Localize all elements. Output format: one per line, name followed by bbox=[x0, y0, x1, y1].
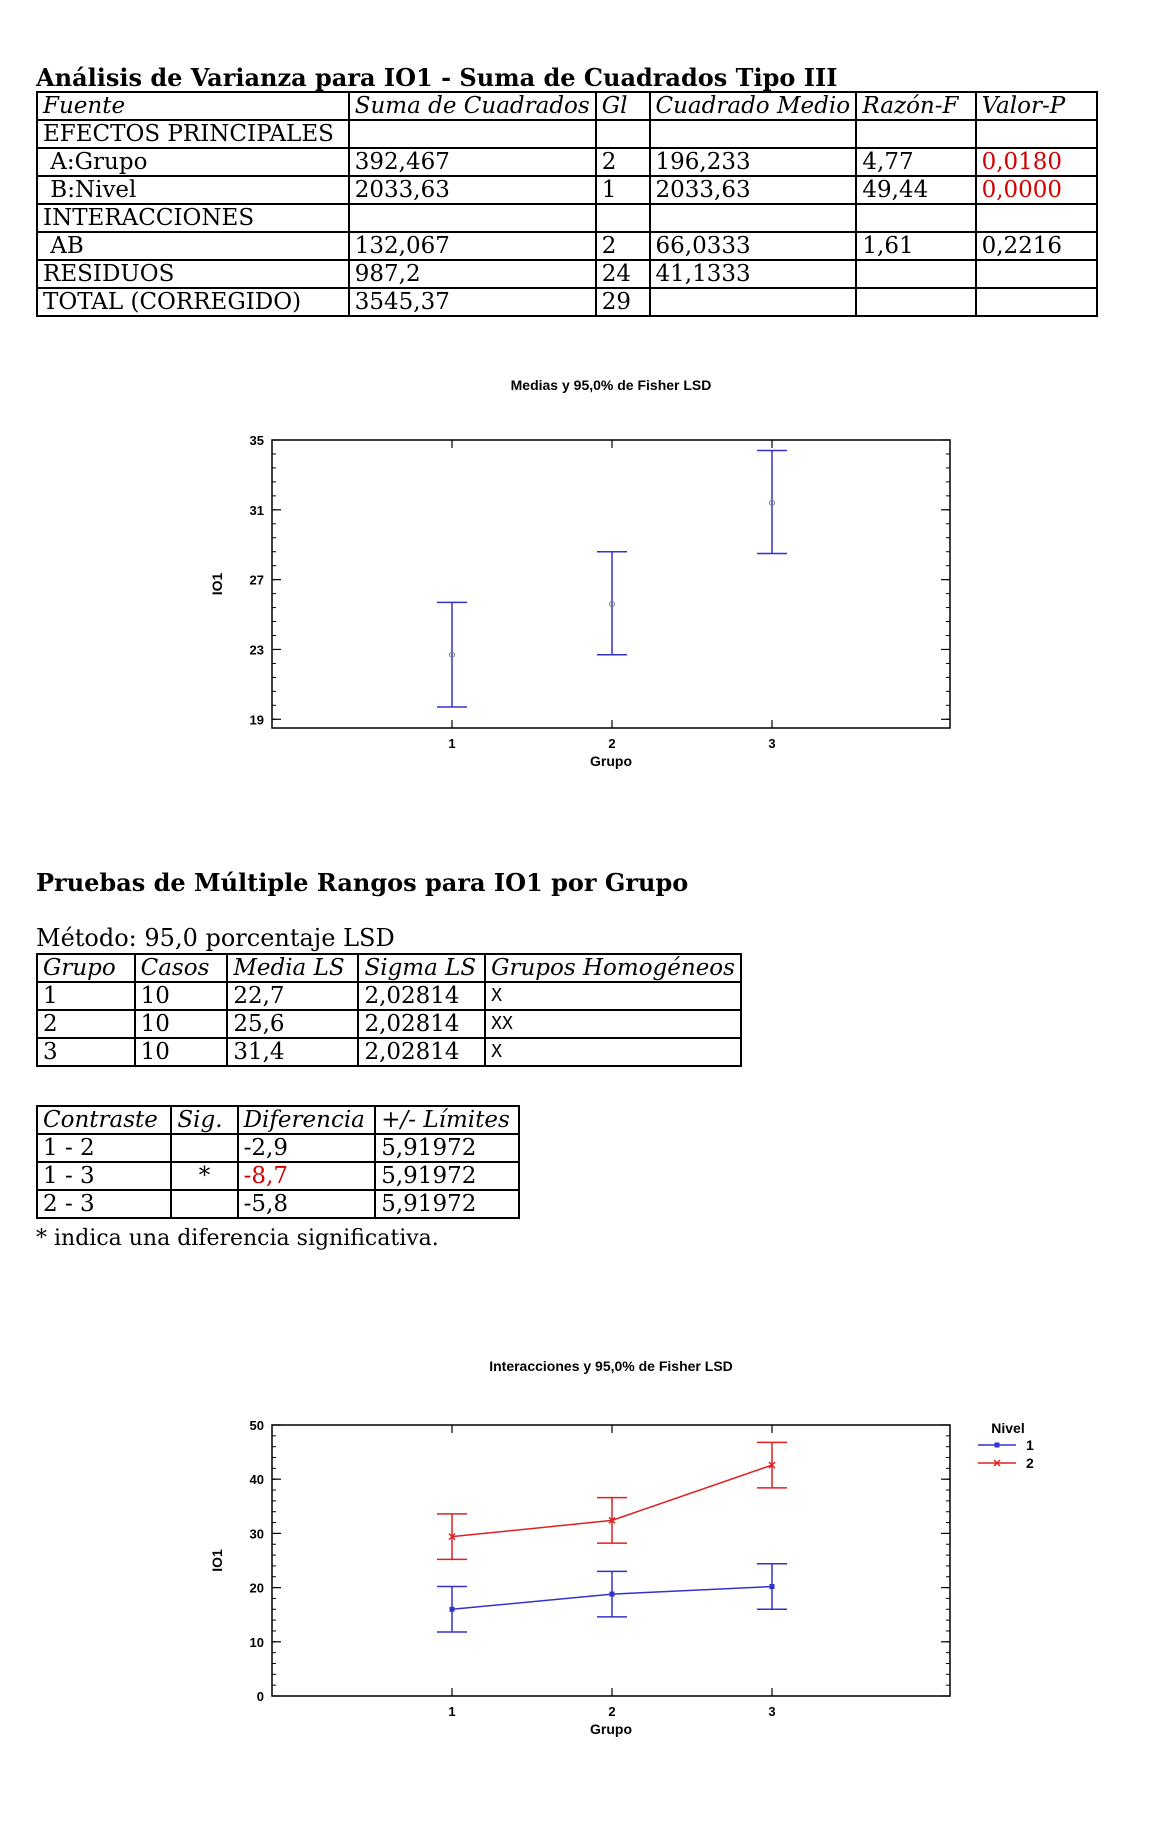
legend-label: 1 bbox=[1026, 1437, 1034, 1453]
legend-marker bbox=[995, 1443, 1000, 1448]
anova-cell: 29 bbox=[596, 288, 650, 316]
anova-header-cm: Cuadrado Medio bbox=[650, 92, 857, 120]
interaction-chart bbox=[0, 1360, 1158, 1820]
anova-cell bbox=[596, 120, 650, 148]
anova-cell: 196,233 bbox=[650, 148, 857, 176]
anova-cell: 41,1333 bbox=[650, 260, 857, 288]
legend-label: 2 bbox=[1026, 1455, 1034, 1471]
anova-cell bbox=[349, 204, 596, 232]
mr-cell: 3 bbox=[37, 1038, 135, 1066]
mr-cell: 2,02814 bbox=[358, 1010, 485, 1038]
contrast-cell: -2,9 bbox=[238, 1134, 376, 1162]
x-tick-label: 1 bbox=[448, 736, 456, 751]
table-row bbox=[37, 204, 1097, 232]
data-point bbox=[770, 1584, 775, 1589]
contrast-sig: * bbox=[171, 1162, 237, 1190]
y-axis-label: IO1 bbox=[209, 572, 225, 596]
contrast-header-row bbox=[37, 1106, 519, 1134]
y-axis-label: IO1 bbox=[209, 1549, 225, 1572]
y-tick-label: 30 bbox=[249, 1526, 264, 1542]
anova-cell: 1,61 bbox=[856, 232, 975, 260]
contrast-header-lim: +/- Límites bbox=[375, 1106, 519, 1134]
contrast-cell: 5,91972 bbox=[375, 1162, 519, 1190]
y-tick-label: 27 bbox=[249, 572, 264, 588]
table-row bbox=[37, 1134, 519, 1162]
legend-title: Nivel bbox=[991, 1420, 1025, 1436]
anova-cell bbox=[650, 204, 857, 232]
anova-cell bbox=[596, 204, 650, 232]
anova-title: Análisis de Varianza para IO1 - Suma de Cuadrados Tipo III bbox=[36, 63, 838, 92]
anova-cell: RESIDUOS bbox=[37, 260, 349, 288]
mr-homogeneous: XX bbox=[485, 1010, 741, 1038]
anova-pvalue-significant: 0,0000 bbox=[976, 176, 1097, 204]
contrast-cell: 1 - 3 bbox=[37, 1162, 171, 1190]
y-tick-label: 23 bbox=[249, 642, 264, 658]
contrast-cell: 2 - 3 bbox=[37, 1190, 171, 1218]
mr-header-grupo: Grupo bbox=[37, 954, 135, 982]
y-tick-label: 10 bbox=[249, 1634, 264, 1650]
table-row bbox=[37, 288, 1097, 316]
table-row bbox=[37, 260, 1097, 288]
contrast-header-c: Contraste bbox=[37, 1106, 171, 1134]
significance-note: * indica una diferencia significativa. bbox=[36, 1226, 439, 1251]
multiple-range-header-row bbox=[37, 954, 741, 982]
x-tick-label: 2 bbox=[608, 1704, 616, 1719]
anova-cell: B:Nivel bbox=[37, 176, 349, 204]
anova-cell: 3545,37 bbox=[349, 288, 596, 316]
plot-frame bbox=[272, 440, 950, 728]
table-row bbox=[37, 1038, 741, 1066]
y-tick-label: 19 bbox=[249, 712, 264, 728]
contrast-table bbox=[36, 1105, 520, 1219]
anova-cell bbox=[856, 204, 975, 232]
table-row bbox=[37, 1010, 741, 1038]
anova-cell bbox=[976, 120, 1097, 148]
multiple-range-title: Pruebas de Múltiple Rangos para IO1 por Grupo bbox=[36, 868, 689, 897]
y-tick-label: 35 bbox=[249, 433, 264, 448]
anova-cell bbox=[976, 288, 1097, 316]
data-point bbox=[610, 1592, 615, 1597]
anova-cell: A:Grupo bbox=[37, 148, 349, 176]
chart-title: Interacciones y 95,0% de Fisher LSD bbox=[489, 1360, 733, 1374]
anova-cell: 1 bbox=[596, 176, 650, 204]
anova-cell bbox=[856, 288, 975, 316]
y-tick-label: 31 bbox=[249, 502, 264, 518]
anova-header-fuente: Fuente bbox=[37, 92, 349, 120]
multiple-range-table bbox=[36, 953, 742, 1067]
x-axis-label: Grupo bbox=[590, 1721, 632, 1737]
table-row bbox=[37, 176, 1097, 204]
method-label: Método: 95,0 porcentaje LSD bbox=[36, 924, 395, 952]
y-tick-label: 50 bbox=[249, 1418, 264, 1433]
contrast-header-sig: Sig. bbox=[171, 1106, 237, 1134]
anova-pvalue-significant: 0,0180 bbox=[976, 148, 1097, 176]
contrast-cell: -5,8 bbox=[238, 1190, 376, 1218]
anova-header-row bbox=[37, 92, 1097, 120]
anova-cell: 66,0333 bbox=[650, 232, 857, 260]
anova-cell: 132,067 bbox=[349, 232, 596, 260]
mr-header-hom: Grupos Homogéneos bbox=[485, 954, 741, 982]
y-tick-label: 20 bbox=[249, 1580, 264, 1596]
contrast-cell: 1 - 2 bbox=[37, 1134, 171, 1162]
mr-cell: 25,6 bbox=[227, 1010, 358, 1038]
anova-header-p: Valor-P bbox=[976, 92, 1097, 120]
anova-cell: 392,467 bbox=[349, 148, 596, 176]
contrast-cell: 5,91972 bbox=[375, 1190, 519, 1218]
means-chart bbox=[0, 370, 1158, 790]
anova-cell: 49,44 bbox=[856, 176, 975, 204]
contrast-diff-significant: -8,7 bbox=[238, 1162, 376, 1190]
anova-cell bbox=[650, 288, 857, 316]
anova-header-gl: Gl bbox=[596, 92, 650, 120]
anova-cell: 2 bbox=[596, 148, 650, 176]
anova-cell: EFECTOS PRINCIPALES bbox=[37, 120, 349, 148]
anova-cell bbox=[976, 204, 1097, 232]
mr-cell: 2,02814 bbox=[358, 982, 485, 1010]
table-row bbox=[37, 120, 1097, 148]
anova-cell bbox=[856, 120, 975, 148]
mr-cell: 10 bbox=[135, 982, 228, 1010]
y-tick-label: 40 bbox=[249, 1472, 264, 1488]
x-tick-label: 2 bbox=[608, 736, 616, 751]
table-row bbox=[37, 148, 1097, 176]
anova-cell: 2033,63 bbox=[349, 176, 596, 204]
table-row bbox=[37, 232, 1097, 260]
anova-cell: AB bbox=[37, 232, 349, 260]
anova-cell: 24 bbox=[596, 260, 650, 288]
table-row bbox=[37, 1190, 519, 1218]
chart-title: Medias y 95,0% de Fisher LSD bbox=[510, 377, 712, 393]
mr-cell: 1 bbox=[37, 982, 135, 1010]
x-axis-label: Grupo bbox=[590, 753, 632, 769]
y-tick-label: 0 bbox=[256, 1689, 264, 1704]
contrast-sig bbox=[171, 1190, 237, 1218]
contrast-cell: 5,91972 bbox=[375, 1134, 519, 1162]
anova-cell: 2 bbox=[596, 232, 650, 260]
mr-homogeneous: X bbox=[485, 1038, 741, 1066]
anova-header-ss: Suma de Cuadrados bbox=[349, 92, 596, 120]
x-tick-label: 3 bbox=[768, 736, 776, 751]
anova-cell bbox=[856, 260, 975, 288]
mr-cell: 31,4 bbox=[227, 1038, 358, 1066]
anova-cell bbox=[976, 260, 1097, 288]
anova-cell: TOTAL (CORREGIDO) bbox=[37, 288, 349, 316]
anova-cell: INTERACCIONES bbox=[37, 204, 349, 232]
table-row bbox=[37, 982, 741, 1010]
anova-header-f: Razón-F bbox=[856, 92, 975, 120]
plot-frame bbox=[272, 1425, 950, 1696]
mr-header-sigma: Sigma LS bbox=[358, 954, 485, 982]
anova-cell bbox=[650, 120, 857, 148]
anova-cell: 0,2216 bbox=[976, 232, 1097, 260]
table-row bbox=[37, 1162, 519, 1190]
mr-homogeneous: X bbox=[485, 982, 741, 1010]
contrast-header-dif: Diferencia bbox=[238, 1106, 376, 1134]
mr-cell: 2 bbox=[37, 1010, 135, 1038]
mr-cell: 10 bbox=[135, 1038, 228, 1066]
anova-cell bbox=[349, 120, 596, 148]
anova-cell: 2033,63 bbox=[650, 176, 857, 204]
anova-cell: 987,2 bbox=[349, 260, 596, 288]
anova-cell: 4,77 bbox=[856, 148, 975, 176]
mr-cell: 22,7 bbox=[227, 982, 358, 1010]
mr-cell: 2,02814 bbox=[358, 1038, 485, 1066]
x-tick-label: 1 bbox=[448, 1704, 456, 1719]
x-tick-label: 3 bbox=[768, 1704, 776, 1719]
anova-table bbox=[36, 91, 1098, 317]
mr-header-media: Media LS bbox=[227, 954, 358, 982]
mr-cell: 10 bbox=[135, 1010, 228, 1038]
data-point bbox=[450, 1607, 455, 1612]
contrast-sig bbox=[171, 1134, 237, 1162]
mr-header-casos: Casos bbox=[135, 954, 228, 982]
